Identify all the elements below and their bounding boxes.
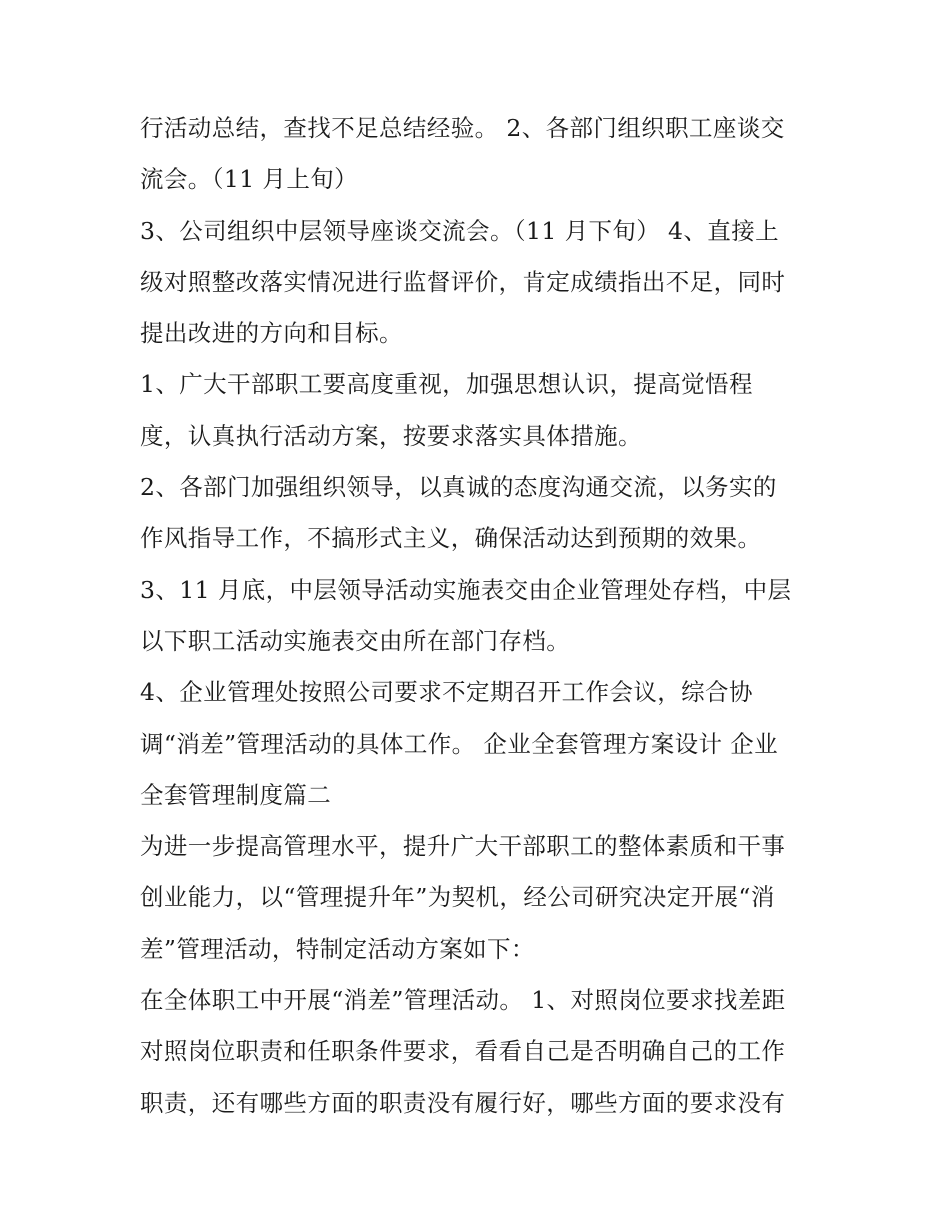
text-line: 为进一步提高管理水平，提升广大干部职工的整体素质和干事 [140, 832, 786, 861]
text-line: 1、广大干部职工要高度重视，加强思想认识，提高觉悟程 [140, 370, 753, 399]
text-line: 全套管理制度篇二 [140, 780, 332, 809]
text-line: 以下职工活动实施表交由所在部门存档。 [140, 626, 571, 655]
text-line: 调“消差”管理活动的具体工作。 企业全套管理方案设计 企业 [140, 729, 779, 758]
text-line: 3、公司组织中层领导座谈交流会。（11 月下旬） 4、直接上 [140, 216, 779, 245]
text-line: 对照岗位职责和任职条件要求，看看自己是否明确自己的工作 [140, 1037, 786, 1066]
text-line: 度，认真执行活动方案，按要求落实具体措施。 [140, 421, 642, 450]
text-line: 创业能力，以“管理提升年”为契机，经公司研究决定开展“消 [140, 883, 775, 912]
text-line: 职责，还有哪些方面的职责没有履行好，哪些方面的要求没有 [140, 1088, 786, 1117]
text-line: 4、企业管理处按照公司要求不定期召开工作会议，综合协 [140, 678, 753, 707]
text-line: 差”管理活动，特制定活动方案如下： [140, 934, 535, 963]
text-line: 2、各部门加强组织领导，以真诚的态度沟通交流，以务实的 [140, 473, 777, 502]
text-line: 3、11 月底，中层领导活动实施表交由企业管理处存档，中层 [140, 575, 792, 604]
text-line: 流会。（11 月上旬） [140, 165, 359, 194]
text-line: 行活动总结，查找不足总结经验。 2、各部门组织职工座谈交 [140, 114, 785, 142]
text-line: 提出改进的方向和目标。 [140, 319, 403, 348]
text-line: 级对照整改落实情况进行监督评价，肯定成绩指出不足，同时 [140, 267, 786, 296]
document-body [140, 103, 830, 1129]
text-line: 在全体职工中开展“消差”管理活动。 1、对照岗位要求找差距 [140, 986, 786, 1015]
text-line: 作风指导工作，不搞形式主义，确保活动达到预期的效果。 [140, 524, 762, 553]
